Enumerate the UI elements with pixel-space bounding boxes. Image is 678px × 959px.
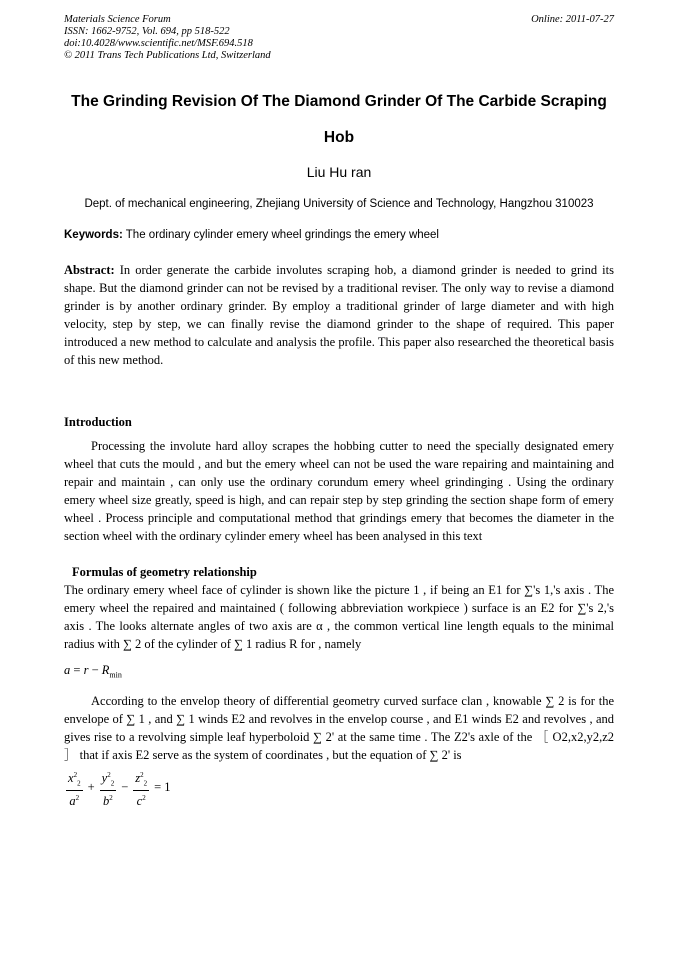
introduction-paragraph: Processing the involute hard alloy scrapes the hobbing cutter to need the specially designated emery wheel that cuts the mould , and but the emery wheel can not be used the ware repairing and maintaining and repair and maintain , can only use the ordinary corundum emery wheel grindinging . Using the ordinary emery wheel size greatly, speed is high, and can repair step by step grinding the section shape form of emery wheel . Process principle and computational method that grindings emery that becomes the diameter in the section wheel with the ordinary cylinder emery wheel has been analysed in this text bbox=[64, 439, 614, 543]
copyright-line: © 2011 Trans Tech Publications Ltd, Switzerland bbox=[64, 50, 271, 61]
eq1-subscript: min bbox=[109, 670, 122, 680]
author-name: Liu Hu ran bbox=[306, 164, 372, 180]
doi-line: doi:10.4028/www.scientific.net/MSF.694.518 bbox=[64, 38, 253, 49]
keywords-section bbox=[64, 227, 614, 243]
online-date: Online: 2011-07-27 bbox=[531, 14, 614, 25]
introduction-heading: Introduction bbox=[64, 415, 132, 429]
abstract-section bbox=[64, 261, 614, 369]
eq1-R: R bbox=[101, 663, 110, 677]
formulas-heading: Formulas of geometry relationship bbox=[72, 565, 257, 579]
eq2-term-x: $\frac{x^2_2}{a^2}$ bbox=[66, 768, 83, 809]
eq1-equals: = bbox=[73, 663, 81, 677]
eq2-term-z: $\frac{z^2_2}{c^2}$ bbox=[133, 768, 149, 809]
eq2-term-y: $\frac{y^2_2}{b^2}$ bbox=[100, 768, 117, 809]
keywords-text: The ordinary cylinder emery wheel grindings the emery wheel bbox=[122, 229, 439, 241]
abstract-text: In order generate the carbide involutes scraping hob, a diamond grinder is needed to grind its shape. But the diamond grinder can not be revised by a traditional reviser. The only way to revise a diamond grinder is by another ordinary grinder. By employ a traditional grinder of large diameter and with high velocity, step by step, we can finally revise the diamond grinder to the shape of required. This paper introduced a new method to calculate and analysis the profile. This paper also researched the theoretical basis of this new method. bbox=[64, 263, 614, 367]
formulas-paragraph-1: The ordinary emery wheel face of cylinder is shown like the picture 1 , if being an E1 for ∑'s 1,'s axis . The emery wheel the repaired and maintained ( following abbreviation workpiece ) surface is an E2 for ∑'s 2,'s axis . The looks alternate angles of two axis are α , the common vertical line length equals to the minimal radius with ∑ 2 of the cylinder of ∑ 1 radius R for , namely bbox=[64, 583, 614, 651]
eq1-lhs: a bbox=[64, 663, 71, 677]
issn-line: ISSN: 1662-9752, Vol. 694, pp 518-522 bbox=[64, 26, 230, 37]
keywords-label: Keywords: bbox=[64, 229, 123, 241]
eq2-one: 1 bbox=[164, 780, 171, 795]
eq1-minus: − bbox=[91, 663, 99, 677]
paper-title: The Grinding Revision Of The Diamond Grinder Of The Carbide Scraping Hob bbox=[71, 93, 607, 146]
affiliation: Dept. of mechanical engineering, Zhejiang University of Science and Technology, Hangzhou 310023 bbox=[84, 198, 594, 210]
eq2-minus: − bbox=[121, 780, 129, 795]
eq2-equals: = bbox=[154, 780, 162, 795]
formulas-paragraph-2: According to the envelop theory of differential geometry curved surface clan , knowable ∑ 2 is for the envelope of ∑ 1 , and ∑ 1 winds E2 and revolves in the envelop course , and E1 winds E2 and revolves , and gives rise to a revolving simple leaf hyperboloid ∑ 2' at the same time . The Z2's axle of the ［ O2,x2,y2,z2 ］ that if axis E2 serve as the system of coordinates , but the equation of ∑ 2' is bbox=[64, 693, 614, 762]
journal-name: Materials Science Forum bbox=[64, 14, 171, 25]
eq1-r: r bbox=[83, 663, 89, 677]
abstract-label: Abstract: bbox=[64, 263, 115, 277]
equation-hyperboloid bbox=[64, 768, 614, 809]
eq2-plus: + bbox=[87, 780, 95, 795]
equation-min-radius bbox=[64, 661, 614, 685]
paper-page bbox=[64, 14, 614, 808]
journal-header bbox=[64, 14, 614, 62]
